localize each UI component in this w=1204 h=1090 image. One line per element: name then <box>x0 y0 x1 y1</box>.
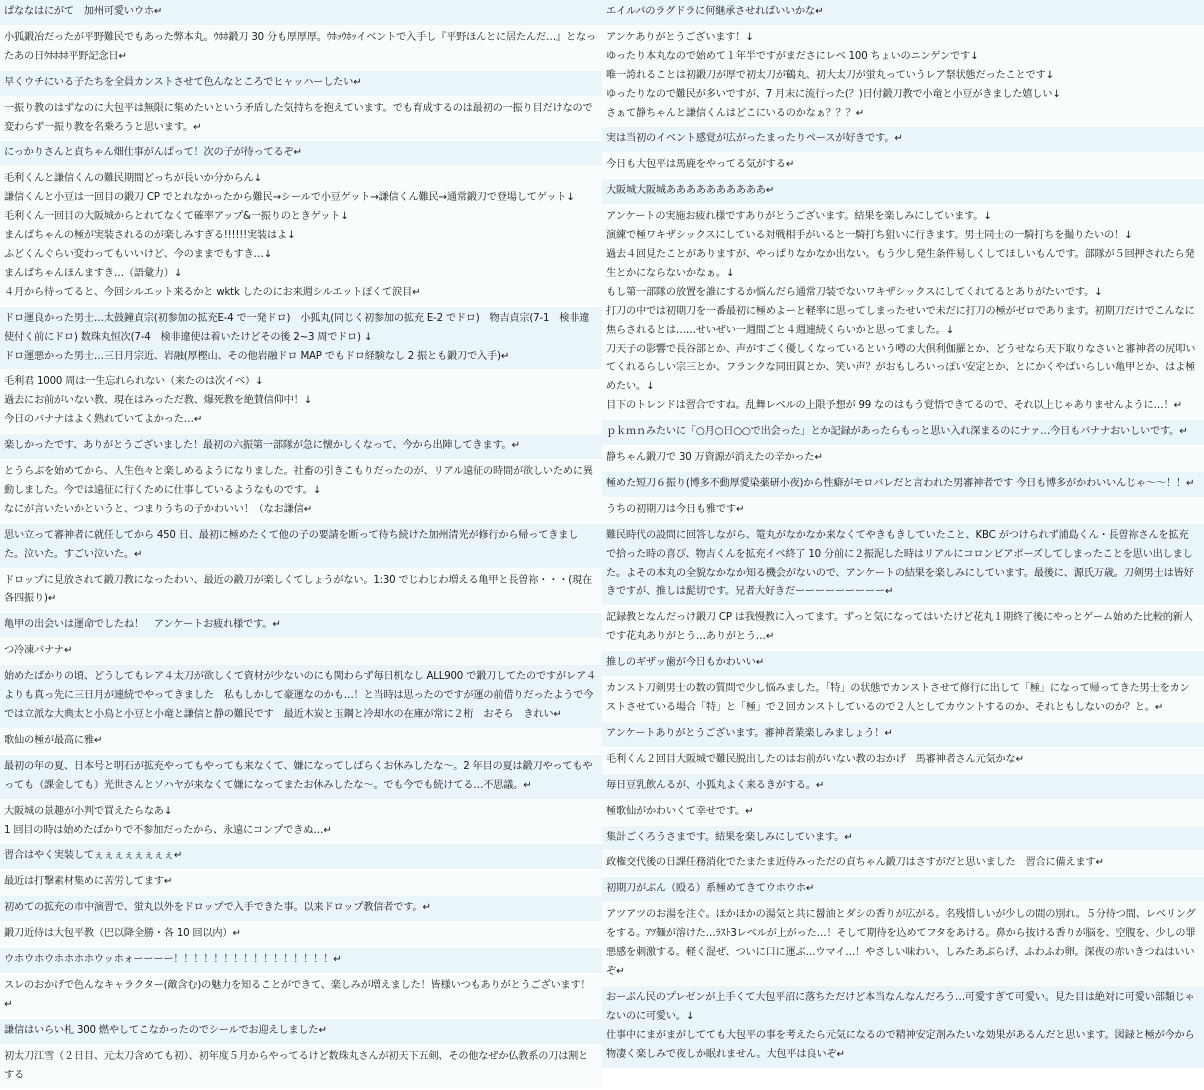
comment-row: 大阪城大阪城ああああああああああ↵ <box>602 179 1204 205</box>
comment-row: 初期刀がぶん（殴る）系極めてきてウホウホ↵ <box>602 877 1204 903</box>
comment-row: 毛利君 1000 周は一生忘れられない（来たのは次イベ）↓ 過去にお前がいない教、現在はみっただ教、爆死教を絶賛信仰中！↓ 今日のバナナはよく熟れていてよかった…↵ <box>0 370 602 434</box>
comment-row: ドロ運良かった男士…太鼓鐘貞宗(初参加の拡充E-4 で一発ドロ) 小狐丸(同じく初参加の拡充 E-2 でドロ) 物吉貞宗(7-1 検非違使付く前にドロ) 数珠丸恒次(7-4 検非違使は着いたけどその後 2~3 周でドロ) ↓ ドロ運悪かった男士…三日月宗近、岩融(厚樫山、その他岩融ドロ MAP でもドロ経験なし 2 振とも鍛刀で入手)↵ <box>0 307 602 371</box>
comment-row: 謙信はいらい札 300 燃やしてこなかったのでシールでお迎えしました↵ <box>0 1019 602 1045</box>
comment-row: うちの初期刀は今日も雅です↵ <box>602 498 1204 524</box>
comment-row: 実は当初のイベント感覚が広がったまったりペースが好きです。↵ <box>602 127 1204 153</box>
comment-row: 初太刀江雪（２日目、元太刀含めても初）、初年度５月からやってるけど数珠丸さんが初天下五剣、その他なぜか仏教系の刀は割とする <box>0 1045 602 1090</box>
comment-row: 早くウチにいる子たちを全員カンストさせて色んなところでヒャッハーしたい↵ <box>0 71 602 97</box>
comment-row: 始めたばかりの頃、どうしてもレア４太刀が欲しくて資材が少ないのにも関わらず毎日机なし ALL900 で鍛刀してたのですがレア４よりも真っ先に三日月が連続でやってきました 私もしかして豪運なのかも…！と当時は思ったのですが運の前借りだったようで今では立派な大典太と小鳥と小豆と小竜と謙信と静の難民です 最近木炭と玉鋼と冷却水の在庫が常に２桁 おそら きれい↵ <box>0 665 602 729</box>
comments-column-right <box>602 0 1204 1060</box>
comment-row: にっかりさんと貞ちゃん畑仕事がんばって！次の子が待ってるぞ↵ <box>0 141 602 167</box>
comment-row: 毛利くんと謙信くんの難民期間どっちが長いか分からん↓ 謙信くんと小豆は一回目の鍛刀 CP でとれなかったから難民→シールで小豆ゲット→謙信くん難民→通常鍛刀で登場してゲット↓ 毛利くん一回目の大阪城からとれてなくて確率アップ&一振りのときゲット↓ まんばちゃんの極が実装されるのが楽しみすぎる!!!!!!実装はよ↓ ふどくんぐらい変わってもいいけど、今のままでもすき…↓ まんばちゃんほんますき…（語彙力）↓ ４月から待ってると、今回シルエット来るかと wktk したのにお来週シルエットぽくて涙目↵ <box>0 167 602 306</box>
comment-row: エイルパのラグドラに何継承させればいいかな↵ <box>602 0 1204 26</box>
comment-row: ドロップに見放されて鍛刀教になったわい、最近の鍛刀が楽しくてしょうがない。1:30 でじわじわ増える亀甲と長曽祢・・・(現在各四振り)↵ <box>0 569 602 614</box>
comment-row: おーぷん民のプレゼンが上手くて大包平沼に落ちただけど本当なんなんだろう…可愛すぎて可愛い。見た目は絶対に可愛い部類じゃないのに可愛い。↓ 仕事中にまがまがしてても大包平の事を考えたら元気になるので精神安定剤みたいな効果があるんだと思います。図録と極が今から物凄く楽しみで夜しか眠れません。大包平は良いぞ↵ <box>602 986 1204 1069</box>
comment-row: 最初の年の夏、日本号と明石が拡充やってもやっても来なくて、嫌になってしばらくお休みしたな〜。2 年目の夏は鍛刀やってもやっても（課金しても）光世さんとソハヤが来なくて嫌になってまたお休みしたな〜。でも今でも続けてる…不思議。↵ <box>0 755 602 800</box>
comment-row: 楽しかったです、ありがとうございました！最初の六振第一部隊が急に懐かしくなって、今から出陣してきます。↵ <box>0 434 602 460</box>
comment-row: 一振り教のはずなのに大包平は無限に集めたいという矛盾した気持ちを抱えています。でも育成するのは最初の一振り目だけなので変わらず一振り教を名乗ろうと思います。↵ <box>0 97 602 142</box>
comment-row: アンケートありがとうございます。審神者業楽しみましょう！↵ <box>602 722 1204 748</box>
comment-row: 習合はやく実装してぇぇぇぇぇぇぇぇ↵ <box>0 844 602 870</box>
comment-row: カンスト刀剣男士の数の質問で少し悩みました。「特」の状態でカンストさせて修行に出して「極」になって帰ってきた男士をカンストさせている場合「特」と「極」で２回カンストしているので２人としてカウントするのか、それともしないのか？と。↵ <box>602 677 1204 722</box>
comment-row: 小狐鍛冶だったが平野難民でもあった弊本丸。ｳﾎﾎ鍛刀 30 分も厚厚厚。ｳﾎｯｳﾎｯイベントで入手し『平野ほんとに居たんだ…』となったあの日ｳﾎﾎﾎﾎ平野記念日↵ <box>0 26 602 71</box>
comment-row: ｐｋｍｎみたいに「○月○日○○で出会った」とか記録があったらもっと思い入れ深まるのにナァ…今日もバナナおいしいです。↵ <box>602 420 1204 446</box>
comment-row: 最近は打撃素材集めに苦労してます↵ <box>0 870 602 896</box>
comment-row: 推しのギザッ歯が今日もかわいい↵ <box>602 651 1204 677</box>
comment-row: 歌仙の極が最高に雅↵ <box>0 729 602 755</box>
comment-row: 極歌仙がかわいくて幸せです。↵ <box>602 800 1204 826</box>
comment-row: 集計ごくろうさまです。結果を楽しみにしています。↵ <box>602 826 1204 852</box>
comment-row: つ冷凍バナナ↵ <box>0 639 602 665</box>
comment-row: アンケありがとうございます！↓ ゆったり本丸なので始めて１年半ですがまださにレベ 100 ちょいのニンゲンです↓ 唯一誇れることは初鍛刀が厚で初太刀が鶴丸、初大太刀が蛍丸っていうレア祭状態だったことです↓ ゆったりなので難民が多いですが、7 月末に流行った(？)日付鍛刀教で小竜と小豆がきました嬉しい↓ さぁて静ちゃんと謙信くんはどこにいるのかなぁ？？？↵ <box>602 26 1204 128</box>
comments-column-left <box>0 0 602 1081</box>
comment-row: 記録教となんだっけ鍛刀 CP は我慢教に入ってます。ずっと気になってはいたけど花丸１期終了後にやっとゲーム始めた比較的新人です花丸ありがとう…ありがとう…↵ <box>602 606 1204 651</box>
comment-row: アンケートの実施お疲れ様ですありがとうございます。結果を楽しみにしています。↓ 演練で極ワキザシックスにしている対戦相手がいると一騎打ち狙いに行きます。男士同士の一騎打ちを撮りたいの！↓ 過去４回見たことがありますが、やっぱりなかなか出ない。もう少し発生条件易しくしてほしいもんです。部隊が５回押されたら発生とかにならないかなぁ。↓ もし第一部隊の放置を誰にするか悩んだら通常刀装でないワキザシックスにしてくれてるとありがたいです。↓ 打刀の中では初期刀を一番最初に極めよーと軽率に思ってしまったせいで未だに打刀の極がゼロであります。初期刀だけでこんなに焦らされるとは……せいぜい一週間ごと４週連続くらいかと思ってました。↓ 刀天子の影響で長谷部とか、声がすごく優しくなっているという噂の大倶利伽羅とか、どうせなら天下取りなさいと審神者の尻叩いてくれるらしい宗三とか、フランクな同田貫とか、笑い声？がおもしろいっぽい安定とか、とにかくやばいらしい亀甲とか、はよ極めたい。↓ 目下のトレンドは習合ですね。乱舞レベルの上限予想が 99 なのはもう覚悟できてるので、それ以上じゃありませんように…！↵ <box>602 205 1204 420</box>
comment-row: スレのおかげで色んなキャラクター(敵含む)の魅力を知ることができて、楽しみが増えました！皆様いつもありがとうございます！↵ <box>0 974 602 1019</box>
comment-row: とうらぶを始めてから、人生色々と楽しめるようになりました。社畜の引きこもりだったのが、リアル遠征の時間が欲しいために異動しました。今では遠征に行くために仕事しているようなものです。↓ なにが言いたいかというと、つまりうちの子かわいい！（なお謙信↵ <box>0 460 602 524</box>
comment-row: 静ちゃん鍛刀で 30 万資源が消えたの辛かった↵ <box>602 446 1204 472</box>
comment-row: 思い立って審神者に就任してから 450 日、最初に極めたくて他の子の要請を断って待ち続けた加州清光が修行から帰ってきました。泣いた。すごい泣いた。↵ <box>0 524 602 569</box>
comment-row: 政権交代後の日課任務消化でたまたま近侍みっただの貞ちゃん鍛刀はさすがだと思いました 習合に備えます↵ <box>602 851 1204 877</box>
comment-row: 極めた短刀６振り(博多不動厚愛染薬研小夜)から性癖がモロバレだと言われた男審神者です 今日も博多がかわいいんじゃ〜〜！！↵ <box>602 472 1204 498</box>
comment-row: 鍛刀近侍は大包平教（巴以降全勝・各 10 回以内）↵ <box>0 922 602 948</box>
comment-row: 初めての拡充の市中演習で、蛍丸以外をドロップで入手できた事。以来ドロップ教信者です。↵ <box>0 896 602 922</box>
comment-row: 難民時代の設問に回答しながら、篭丸がなかなか来なくてやきもきしていたこと、KBC がつけられず浦島くん・長曽祢さんを拡充で拾った時の喜び、物吉くんを拡充イベ終了 10 分前に２振泥した時はリアルにコロンビアポーズしてしまったことを思い出しました。よその本丸の全貌なかなか知る機会がないので、アンケートの結果を楽しみにしています。最後に、源氏万歳。刀剣男士は皆好きですが、推しは髭切です。兄者大好きだーーーーーーーーー↵ <box>602 524 1204 607</box>
comment-row: 大阪城の景趣が小判で買えたらなあ↓ 1 回目の時は始めたばかりで不参加だったから、永遠にコンプできぬ…↵ <box>0 800 602 845</box>
comment-row: アツアツのお湯を注ぐ。ほかほかの湯気と共に醤油とダシの香りが広がる。名残惜しいが少しの間の別れ。５分待つ間、レベリングをする。ｱﾂ麺が溶けた…ﾗｽﾄ3レベルが上がった…！そして期待を込めてフタをあける。鼻から抜ける香りが脳を、空腹を、少しの罪悪感を刺激する。軽く混ぜ、ついに口に運ぶ…ウマイ…！やさしい味わい、しみたあぶらげ、ふわふわ卵。深夜の赤いきつねはいいぞ↵ <box>602 903 1204 986</box>
comment-row: ウホウホウホホホホウッホォーーーー！！！！！！！！！！！！！！！！↵ <box>0 948 602 974</box>
comment-row: 亀甲の出会いは運命でしたね！ アンケートお疲れ様です。↵ <box>0 613 602 639</box>
comment-row: 毛利くん２回目大阪城で難民脱出したのはお前がいない教のおかげ 馬審神者さん元気かな↵ <box>602 748 1204 774</box>
comment-row: ぱななはにがて 加州可愛いウホ↵ <box>0 0 602 26</box>
comment-row: 毎日豆乳飲んるが、小狐丸よく来るきがする。↵ <box>602 774 1204 800</box>
comment-row: 今日も大包平は馬鹿をやってる気がする↵ <box>602 153 1204 179</box>
